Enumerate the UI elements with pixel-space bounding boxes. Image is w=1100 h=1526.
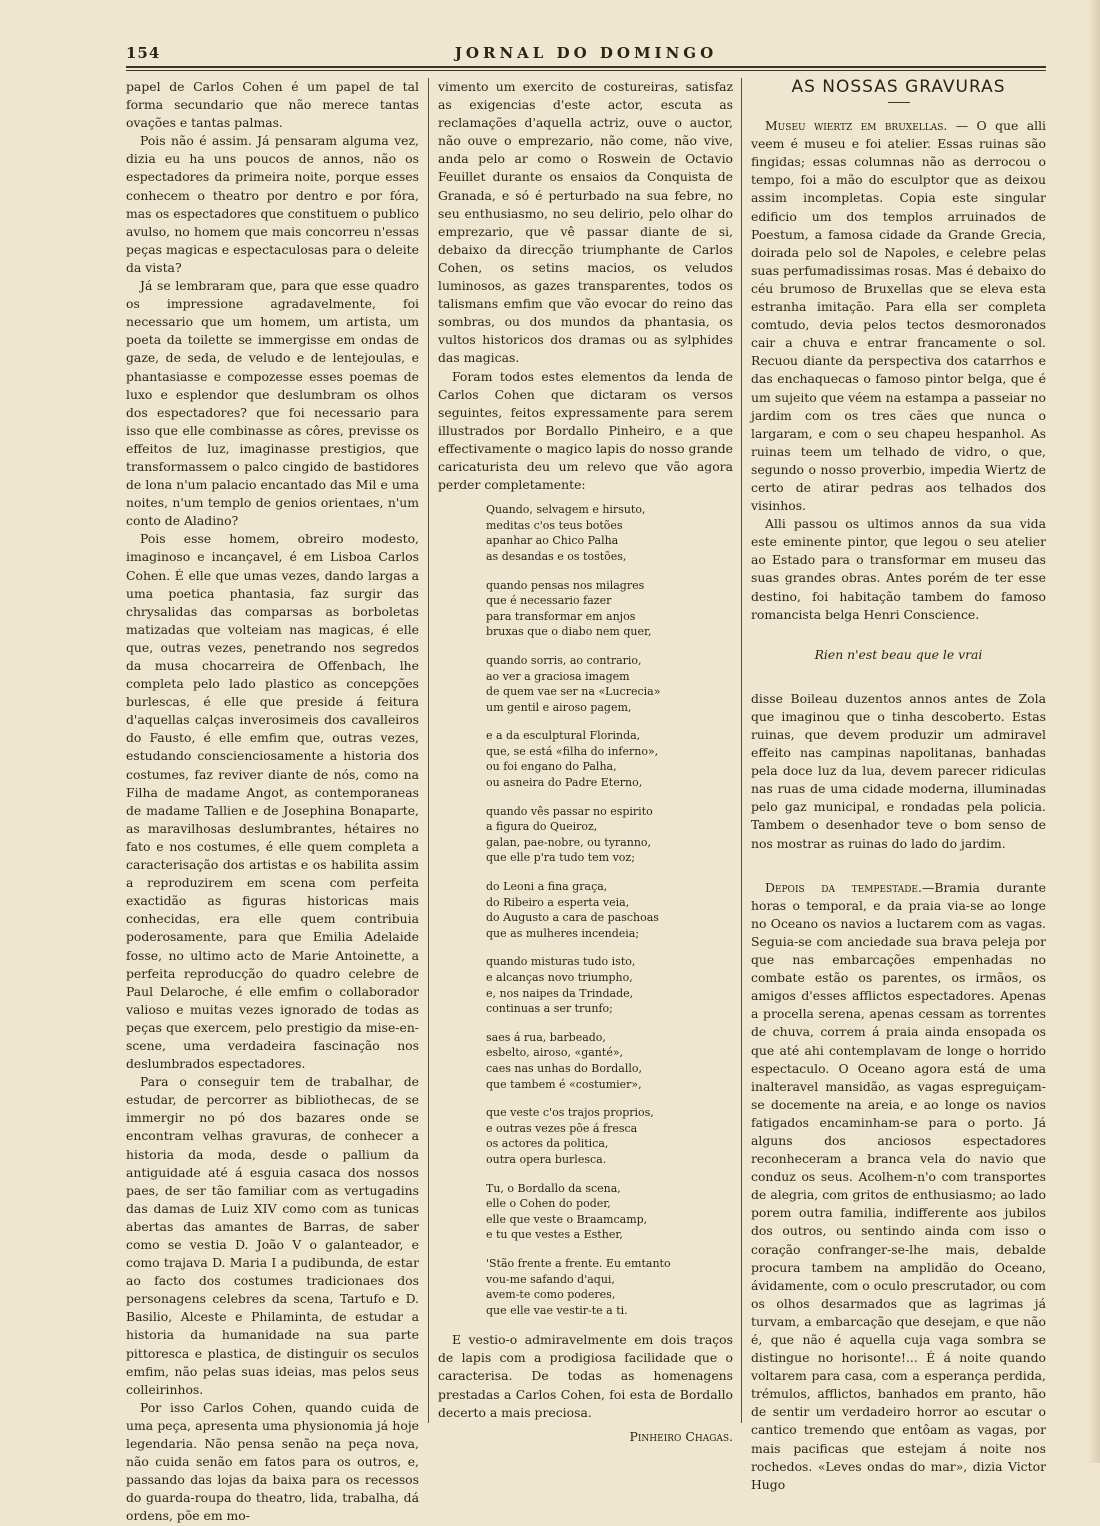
verse-line: continuas a ser trunfo; — [486, 1002, 613, 1016]
verse-line: esbelto, airoso, «ganté», — [486, 1046, 624, 1060]
verse-line: que as mulheres incendeia; — [486, 926, 640, 940]
verse-line: e, nos naipes da Trindade, — [486, 986, 634, 1000]
verse-line: as desandas e os tostões, — [486, 549, 627, 563]
poem-stanza — [486, 653, 733, 715]
verse-line: do Leoni a fina graça, — [486, 880, 608, 894]
poem-stanza — [486, 1105, 733, 1167]
poem-stanza — [486, 804, 733, 866]
paragraph: Por isso Carlos Cohen, quando cuida de uma peça, apresenta uma physionomia já hoje legendaria. Não pensa senão na peça nova, não cuida senão em fatos para os outros, e, passando das lojas da baixa para os recessos do guarda-roupa do theatro, lida, trabalha, dá ordens, põe em mo- — [126, 1399, 419, 1524]
header-rule-thin — [126, 70, 1046, 71]
verse-line: a figura do Queiroz, — [486, 820, 598, 834]
verse-line: do Augusto a cara de paschoas — [486, 911, 659, 925]
journal-title: JORNAL DO DOMINGO — [454, 44, 718, 62]
verse-line: que veste c'os trajos proprios, — [486, 1106, 654, 1120]
poem-stanza — [486, 954, 733, 1016]
author-signature: Pinheiro Chagas. — [629, 1428, 733, 1444]
item-heading: Museu wiertz em bruxellas. — [765, 118, 948, 134]
verse-line: de quem vae ser na «Lucrecia» — [486, 685, 661, 699]
verse-line: 'Stão frente a frente. Eu emtanto — [486, 1256, 671, 1270]
verse-line: quando misturas tudo isto, — [486, 955, 636, 969]
page-header — [126, 44, 1046, 66]
verse-line: que é necessario fazer — [486, 594, 612, 608]
verse-line: caes nas unhas do Bordallo, — [486, 1061, 642, 1075]
page-edge — [1088, 0, 1100, 1463]
verse-line: e tu que vestes a Esther, — [486, 1228, 623, 1242]
verse-line: galan, pae-nobre, ou tyranno, — [486, 835, 652, 849]
verse-line: e a da esculptural Florinda, — [486, 729, 641, 743]
paragraph: Para o conseguir tem de trabalhar, de estudar, de percorrer as bibliothecas, de se immergir no pó dos bazares onde se encontram velhas gravuras, de conhecer a historia da moda, desde o pallium da antiguidade até á esguia casaca dos nossos paes, de ser tão familiar com as vertugadins das damas de Luiz XIV como com as tunicas abertas das amantes de Barras, de saber como se vestia D. João V o galanteador, e como trajava D. Maria I a pudibunda, de estar ao facto dos costumes tradicionaes dos personagens celebres da scena, Tartufo e D. Basilio, Alceste e Philaminta, de estudar a historia da humanidade na sua parte pittoresca e plastica, de distinguir os seculos emfim, não pelas suas ideias, mas pelos seus colleirinhos. — [126, 1074, 419, 1397]
poem-stanza — [486, 578, 733, 640]
verse-line: vou-me safando d'aqui, — [486, 1272, 615, 1286]
quote: Rien n'est beau que le vrai — [814, 646, 983, 662]
verse-line: que elle vae vestir-te a ti. — [486, 1303, 628, 1317]
paragraph: Pois não é assim. Já pensaram alguma vez, dizia eu ha uns poucos de annos, não os espectadores da primeira noite, porque esses conhecem o theatro por dentro e por fóra, mas os espectadores que constituem o publico avulso, no homem que mais concorreu n'essas peças magicas e espectaculosas para o deleite da vista? — [126, 133, 419, 275]
item-text: —Bramia durante horas o temporal, e da praia via-se ao longe no Oceano os navios a luctarem com as vagas. Seguia-se com anciedade sua brava peleja por que nas embarcações empenhadas no combate estão os parentes, os irmãos, os amigos d'esses afflictos espectadores. Apenas a procella serena, apenas cessam as torrentes de chuva, correm á praia ainda ensopada os que até ahi contemplavam de longe o horrido espectaculo. O Oceano agora está de uma inalteravel mansidão, as vagas espreguiçam-se docemente na areia, e ao longe os navios fatigados encaminham-se para o porto. Já alguns dos anciosos espectadores reconheceram a branca vela do navio que conduz os seus. Acolhem-n'o com transportes de alegria, com gritos de enthusiasmo; ao lado porem outra familia, indifferente aos jubilos dos outros, ou sentindo ainda com isso o coração confranger-se-lhe mais, debalde procura tambem na amplidão do Oceano, ávidamente, com o oculo prescrutador, ou com os olhos desarmados que as lagrimas já turvam, a embarcação que desejam, e que não é, que não é aquella cuja vaga sombra se distingue no horisonte!... É á noite quando voltarem para casa, com a esperança perdida, trémulos, afflictos, banhados em pranto, hão de sentir um verdadeiro horror ao escutar o cantico tremendo que entôam as vagas, por mais pacificas que estejam á noite nos rochedos. «Leves ondas do mar», dizia Victor Hugo — [751, 879, 1046, 1492]
verse-line: elle que veste o Braamcamp, — [486, 1212, 648, 1226]
verse-line: quando sorris, ao contrario, — [486, 653, 642, 667]
column-divider — [741, 78, 742, 1423]
verse-line: que tambem é «costumier», — [486, 1077, 642, 1091]
item-heading: Depois da tempestade. — [765, 879, 922, 895]
verse-line: e outras vezes põe á fresca — [486, 1121, 638, 1135]
poem-stanza — [486, 879, 733, 941]
paragraph: papel de Carlos Cohen é um papel de tal forma secundario que não merece tantas ovações e tantas palmas. — [126, 79, 419, 131]
paragraph: Foram todos estes elementos da lenda de Carlos Cohen que dictaram os versos seguintes, feitos expressamente para serem illustrados por Bordallo Pinheiro, e a que effectivamente o magico lapis do nosso grande caricaturista deu um relevo que vão agora perder completamente: — [438, 368, 733, 493]
section-title: AS NOSSAS GRAVURAS — [791, 77, 1006, 97]
title-rule — [888, 102, 910, 103]
poem — [486, 502, 733, 1318]
column-divider — [428, 78, 429, 1423]
verse-line: ou asneira do Padre Eterno, — [486, 776, 643, 790]
verse-line: os actores da politica, — [486, 1137, 609, 1151]
header-rule — [126, 66, 1046, 68]
paragraph: Já se lembraram que, para que esse quadro os impressione agradavelmente, foi necessario que um homem, um artista, um poeta da toilette se immergisse em ondas de gaze, de seda, de veludo e de lentejoulas, e phantasiasse e compozesse esses poemas de luxo e esplendor que deslumbram os olhos dos espectadores? que foi necessario para isso que elle combinasse as côres, previsse os effeitos de luz, imaginasse prestigios, que transformassem o palco cingido de bastidores de lona n'um palacio encantado das Mil e uma noites, n'um templo de genios orientaes, n'um conto de Aladino? — [126, 278, 419, 529]
verse-line: que, se está «filha do inferno», — [486, 744, 659, 758]
paragraph: vimento um exercito de costureiras, satisfaz as exigencias d'este actor, escuta as reclamações d'aquella actriz, ouve o auctor, não ouve o emprezario, não come, não vive, anda pelo ar como o Roswein de Octavio Feuillet durante os ensaios da Conquista de Granada, e só é perturbado na sua febre, no seu enthusiasmo, no seu delirio, pelo olhar do emprezario, que vê passar diante de si, debaixo da direcção triumphante de Carlos Cohen, os setins macios, os veludos luminosos, as gazes transparentes, todos os talismans emfim que vão evocar do reino das sombras, ou dos mundos da phantasia, os vultos historicos dos dramas ou as sylphides das magicas. — [438, 79, 733, 366]
paragraph — [751, 117, 1046, 515]
paragraph: Pois esse homem, obreiro modesto, imaginoso e incançavel, é em Lisboa Carlos Cohen. É elle que umas vezes, dando largas a uma poetica phantasia, faz surgir das chrysalidas das comparsas as borboletas matizadas que volteiam nas magicas, é elle que, outras vezes, penetrando nos segredos da musa chocarreira de Offenbach, lhe completa pelo lado plastico as concepções burlescas, é elle que preside á feitura d'aquellas calças inverosimeis dos cavalleiros do Fausto, é elle emfim que, outras vezes, estudando conscienciosamente a historia dos costumes, faz reviver diante de nós, como na Filha de madame Angot, as contemporaneas de madame Tallien e de Josephina Bonaparte, as maravilhosas deslumbrantes, hétaires no fato e nos costumes, é elle quem completa a caracterisação dos artistas e os habilita assim a reproduzirem em scena com perfeita exactidão as figuras historicas mais conhecidas, era elle quem contribuia poderosamente, para que Emilia Adelaide fosse, no ultimo acto de Marie Antoinette, a perfeita reproducção do quadro celebre de Paul Delaroche, é elle emfim o collaborador valioso e muitas vezes ignorado de todas as peças que exercem, pelo prestigio da mise-en-scene, uma verdadeira fascinação nos deslumbrados espectadores. — [126, 531, 419, 1072]
poem-stanza — [486, 1256, 733, 1318]
verse-line: um gentil e airoso pagem, — [486, 700, 632, 714]
verse-line: elle o Cohen do poder, — [486, 1197, 611, 1211]
column-3 — [751, 78, 1046, 1494]
verse-line: ou foi engano do Palha, — [486, 760, 617, 774]
column-2 — [438, 78, 733, 1446]
verse-line: que elle p'ra tudo tem voz; — [486, 851, 635, 865]
spacer — [751, 853, 1046, 879]
verse-line: ao ver a graciosa imagem — [486, 669, 630, 683]
poem-stanza — [486, 728, 733, 790]
verse-line: avem-te como poderes, — [486, 1288, 616, 1302]
verse-line: quando pensas nos milagres — [486, 578, 645, 592]
poem-stanza — [486, 1030, 733, 1092]
verse-line: meditas c'os teus botões — [486, 518, 623, 532]
paragraph: Alli passou os ultimos annos da sua vida este eminente pintor, que legou o seu atelier ao Estado para o transformar em museu das suas grandes obras. Antes porém de ter esse destino, foi habitação tambem do famoso romancista belga Henri Conscience. — [751, 516, 1046, 622]
verse-line: e alcanças novo triumpho, — [486, 971, 633, 984]
verse-line: apanhar ao Chico Palha — [486, 534, 619, 548]
page-number: 154 — [126, 44, 161, 62]
verse-line: para transformar em anjos — [486, 609, 636, 623]
verse-line: saes á rua, barbeado, — [486, 1030, 606, 1044]
verse-line: Quando, selvagem e hirsuto, — [486, 503, 646, 517]
poem-stanza — [486, 1181, 733, 1243]
verse-line: bruxas que o diabo nem quer, — [486, 625, 652, 639]
poem-stanza — [486, 502, 733, 564]
paragraph: disse Boileau duzentos annos antes de Zola que imaginou que o tinha descoberto. Estas ruinas, que devem produzir um admiravel effeito nas campinas napolitanas, banhadas pela doce luz da lua, devem parecer ridiculas nas ruas de uma cidade moderna, illuminadas pelo gaz municipal, e rondadas pela policia. Tambem o desenhador teve o bom senso de nos mostrar as ruinas do lado do jardim. — [751, 690, 1046, 851]
paragraph — [751, 879, 1046, 1494]
column-1 — [126, 78, 419, 1526]
verse-line: outra opera burlesca. — [486, 1152, 607, 1166]
verse-line: Tu, o Bordallo da scena, — [486, 1181, 621, 1195]
paragraph: E vestio-o admiravelmente em dois traços de lapis com a prodigiosa facilidade que o caracterisa. De todas as homenagens prestadas a Carlos Cohen, foi esta de Bordallo decerto a mais preciosa. — [438, 1332, 733, 1420]
item-text: — O que alli veem é museu e foi atelier. Essas ruinas são fingidas; essas columnas não as derrocou o tempo, foi a mão do esculptor que as deixou assim incompletas. Copia este singular edificio um dos templos arruinados de Poestum, a famosa cidade da Grande Grecia, doirada pelo sol de Napoles, e celebre pelas suas perfumadissimas rosas. Mas é debaixo do céu brumoso de Bruxellas que se eleva esta estranha imitação. Para ella ser completa comtudo, devia pelos tectos desmoronados cair a chuva e entrar francamente o sol. Recuou diante da perspectiva dos catarrhos e das enchaquecas o famoso pintor belga, que é um sujeito que véem na estampa a passeiar no jardim com os tres cães que nunca o largaram, e com o seu chapeu hespanhol. As ruinas teem um telhado de vidro, o que, segundo o nosso proverbio, impedia Wiertz de certo de atirar pedras aos telhados dos visinhos. — [751, 118, 1047, 514]
verse-line: quando vês passar no espirito — [486, 804, 653, 818]
verse-line: do Ribeiro a esperta veia, — [486, 895, 630, 909]
